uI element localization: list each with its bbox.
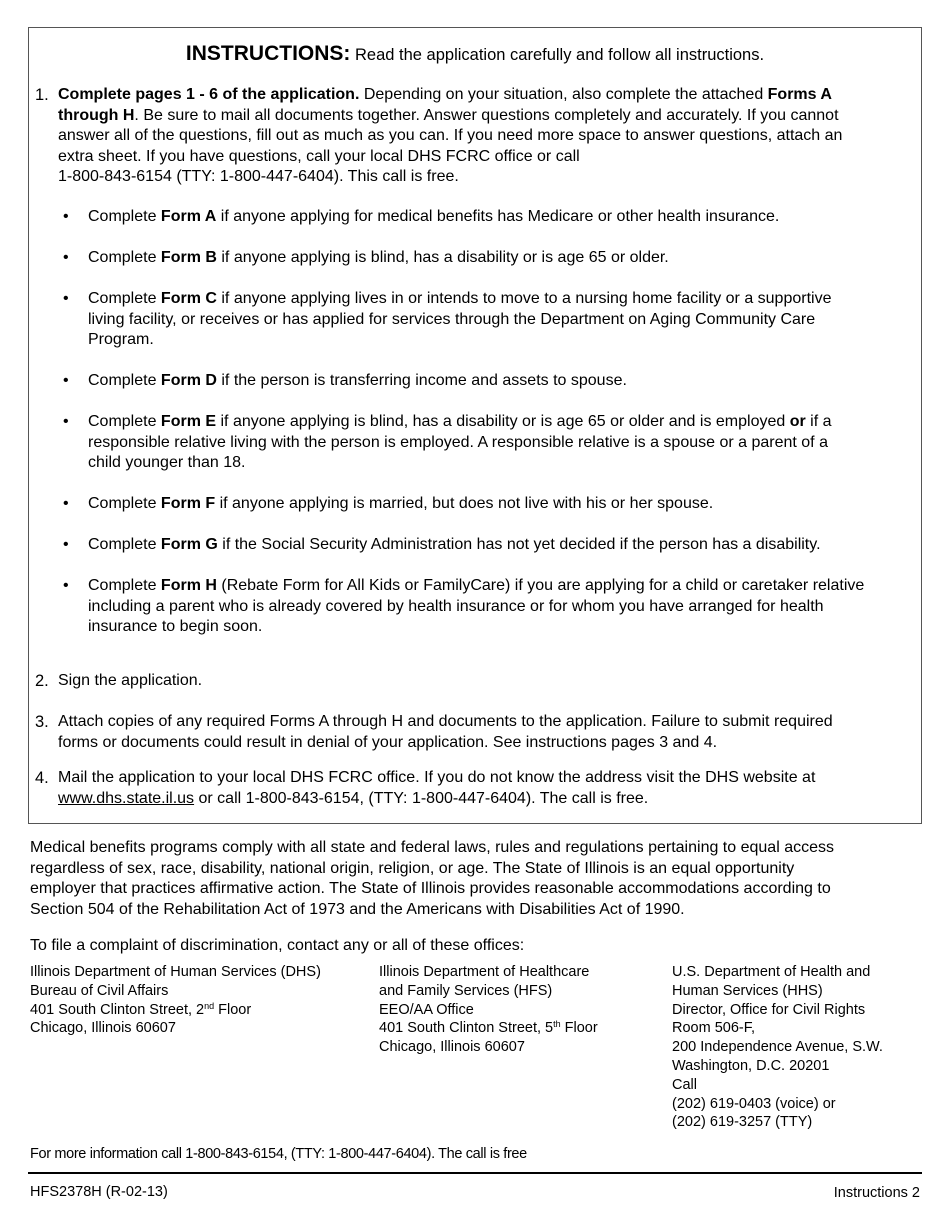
footer-divider <box>28 1172 922 1174</box>
bullet-form-f: Complete Form F if anyone applying is married, but does not live with his or her spouse. <box>88 495 714 512</box>
bullet-form-b: Complete Form B if anyone applying is blind, has a disability or is age 65 or older. <box>88 249 669 266</box>
complaint-intro: To file a complaint of discrimination, contact any or all of these offices: <box>30 937 525 954</box>
bullet-form-a: Complete Form A if anyone applying for medical benefits has Medicare or other health insurance. <box>88 208 780 225</box>
bullet-f-mark: • <box>63 495 69 512</box>
item-3-text: Attach copies of any required Forms A through H and documents to the application. Failure to submit required forms or documents could result in denial of your application. See instructions pages 3 and 4. <box>58 713 833 751</box>
bullet-form-h: Complete Form H (Rebate Form for All Kids or FamilyCare) if you are applying for a child or caretaker relative including a parent who is already covered by health insurance or for whom you have arranged for health insurance to begin soon. <box>88 577 865 635</box>
bullet-c-mark: • <box>63 290 69 307</box>
bullet-e-mark: • <box>63 413 69 430</box>
bullet-form-d: Complete Form D if the person is transferring income and assets to spouse. <box>88 372 627 389</box>
form-id: HFS2378H (R-02-13) <box>30 1184 168 1200</box>
page-label: Instructions 2 <box>833 1185 920 1201</box>
bullet-form-e: Complete Form E if anyone applying is blind, has a disability or is age 65 or older and is employed or if a responsible relative living with the person is employed. A responsible relative is a spouse or a parent of a child younger than 18. <box>88 413 832 471</box>
item-2-number: 2. <box>35 672 49 690</box>
bullet-g-mark: • <box>63 536 69 553</box>
more-info-line: For more information call 1-800-843-6154, (TTY: 1-800-447-6404). The call is free <box>30 1146 527 1162</box>
bullet-a-mark: • <box>63 208 69 225</box>
office-hhs: U.S. Department of Health and Human Services (HHS) Director, Office for Civil Rights Room 506-F, 200 Independence Avenue, S.W. Washington, D.C. 20201 Call (202) 619-0403 (voice) or (202) 619-3257 (TTY) <box>672 964 883 1131</box>
dhs-website-link[interactable]: www.dhs.state.il.us <box>58 789 195 807</box>
bullet-b-mark: • <box>63 249 69 266</box>
bullet-d-mark: • <box>63 372 69 389</box>
bullet-form-g: Complete Form G if the Social Security Administration has not yet decided if the person has a disability. <box>88 536 821 553</box>
bullet-h-mark: • <box>63 577 69 594</box>
item-3-number: 3. <box>35 713 49 731</box>
item-4-number: 4. <box>35 769 49 787</box>
item-1-text: Complete pages 1 - 6 of the application. Depending on your situation, also complete the attached Forms A through H. Be sure to mail all documents together. Answer questions completely and accurately. If you cannot answer all of the questions, fill out as much as you can. If you need more space to answer questions, attach an extra sheet. If you have questions, call your local DHS FCRC office or call 1-800-843-6154 (TTY: 1-800-447-6404). This call is free. <box>58 86 843 185</box>
instructions-heading: INSTRUCTIONS: Read the application carefully and follow all instructions. <box>185 42 765 65</box>
office-hfs: Illinois Department of Healthcare and Family Services (HFS) EEO/AA Office 401 South Clinton Street, 5th Floor Chicago, Illinois 60607 <box>379 964 598 1056</box>
item-1-number: 1. <box>35 86 49 104</box>
item-2-text: Sign the application. <box>58 672 203 689</box>
bullet-form-c: Complete Form C if anyone applying lives in or intends to move to a nursing home facility or a supportive living facility, or receives or has applied for services through the Department on Aging Community Care Program. <box>88 290 832 348</box>
office-dhs: Illinois Department of Human Services (DHS) Bureau of Civil Affairs 401 South Clinton Street, 2nd Floor Chicago, Illinois 60607 <box>30 964 321 1037</box>
item-4-text: Mail the application to your local DHS FCRC office. If you do not know the address visit the DHS website at www.dhs.state.il.us or call 1-800-843-6154, (TTY: 1-800-447-6404). The call is free. <box>58 769 816 807</box>
compliance-paragraph: Medical benefits programs comply with all state and federal laws, rules and regulations pertaining to equal access regardless of sex, race, disability, national origin, religion, or age. The State of Illinois is an equal opportunity employer that practices affirmative action. The State of Illinois provides reasonable accommodations according to Section 504 of the Rehabilitation Act of 1973 and the Americans with Disabilities Act of 1990. <box>30 839 834 918</box>
